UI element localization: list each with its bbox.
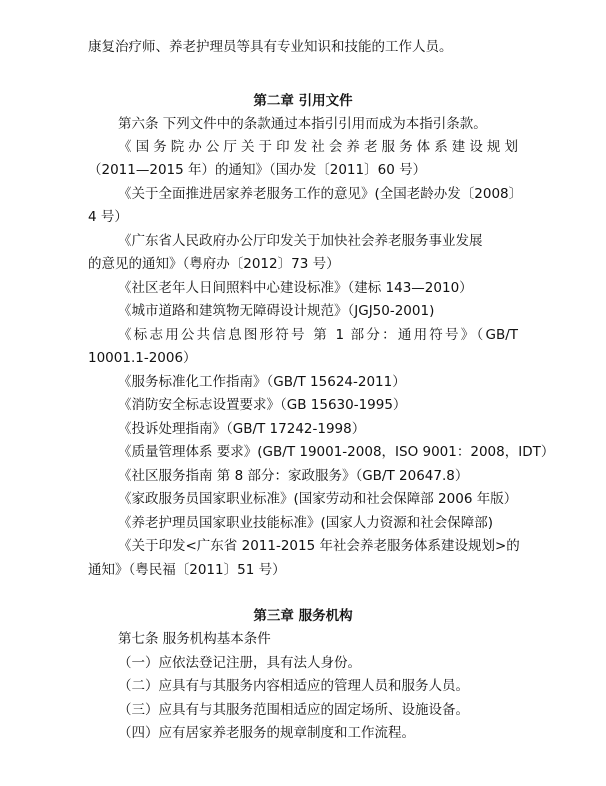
ref-4: 《社区老年人日间照料中心建设标准》（建标 143—2010）: [118, 280, 473, 296]
ref-1-line-1: 《国务院办公厅关于印发社会养老服务体系建设规划: [118, 139, 518, 155]
ref-11: 《社区服务指南 第 8 部分：家政服务》（GB/T 20647.8）: [118, 468, 469, 484]
condition-item-3: （三）应具有与其服务范围相适应的固定场所、设施设备。: [118, 702, 469, 718]
ref-12: 《家政服务员国家职业标准》(国家劳动和社会保障部 2006 年版）: [118, 491, 518, 507]
ref-13: 《养老护理员国家职业技能标准》(国家人力资源和社会保障部): [118, 515, 494, 531]
article-7: 第七条 服务机构基本条件: [118, 631, 271, 647]
condition-item-4: （四）应有居家养老服务的规章制度和工作流程。: [118, 725, 415, 741]
ref-9: 《投诉处理指南》（GB/T 17242-1998）: [118, 421, 366, 437]
ref-3-line-2: 的意见的通知》（粤府办〔2012〕73 号）: [88, 256, 340, 272]
ref-10: 《质量管理体系 要求》(GB/T 19001-2008，ISO 9001：2008，IDT）: [118, 444, 555, 460]
ref-5: 《城市道路和建筑物无障碍设计规范》（JGJ50-2001): [118, 303, 435, 319]
ref-2-line-2: 4 号）: [88, 209, 128, 225]
article-6: 第六条 下列文件中的条款通过本指引引用而成为本指引条款。: [118, 116, 487, 132]
condition-item-2: （二）应具有与其服务内容相适应的管理人员和服务人员。: [118, 678, 469, 694]
chapter-3-title: 第三章 服务机构: [253, 608, 353, 624]
ref-2-line-1: 《关于全面推进居家养老服务工作的意见》(全国老龄办发〔2008〕: [118, 186, 523, 202]
chapter-2-title: 第二章 引用文件: [253, 93, 353, 109]
ref-7: 《服务标准化工作指南》（GB/T 15624-2011）: [118, 374, 406, 390]
ref-6-line-2: 10001.1-2006）: [88, 350, 197, 366]
ref-14-line-2: 通知》（粤民福〔2011〕51 号）: [88, 562, 286, 578]
ref-14-line-1: 《关于印发<广东省 2011-2015 年社会养老服务体系建设规划>的: [118, 538, 520, 554]
intro-line: 康复治疗师、养老护理员等具有专业知识和技能的工作人员。: [88, 39, 453, 55]
ref-6-line-1: 《标志用公共信息图形符号 第 1 部分：通用符号》（GB/T: [118, 327, 518, 343]
ref-8: 《消防安全标志设置要求》（GB 15630-1995）: [118, 397, 407, 413]
ref-1-line-2: （2011—2015 年）的通知》（国办发〔2011〕60 号）: [88, 162, 427, 178]
condition-item-1: （一）应依法登记注册，具有法人身份。: [118, 655, 361, 671]
ref-3-line-1: 《广东省人民政府办公厅印发关于加快社会养老服务事业发展: [118, 233, 483, 249]
